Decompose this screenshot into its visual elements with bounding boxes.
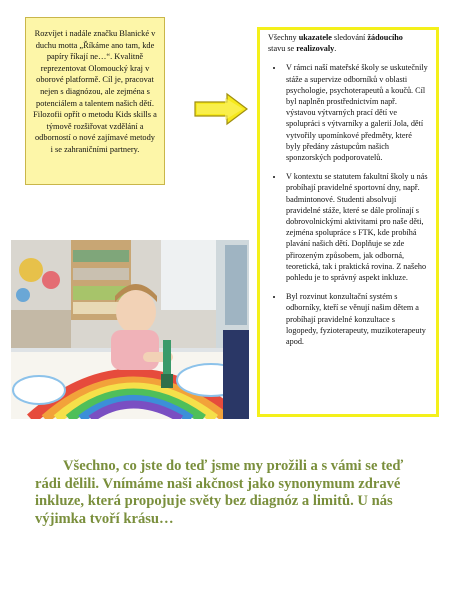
bullet-item: • V kontextu se statutem fakultní školy u nás probíhají pravidelné sportovní dny, např. badmintonové. Studenti absolvují pravidelné stáže, které se dále prolínají s dobrovolnickými aktivitami pro naše děti, zejména spolupráce s FTK, kde probíhá plavání našich dětí. Doplňuje se zde přirozeným způsobem, jak odborná, teoretická, tak i praktická rovina. Z našeho pohledu je to správný aspekt inkluze. bbox=[284, 171, 428, 283]
closing-statement bbox=[35, 458, 430, 528]
intro-line2-prefix: stavu se bbox=[268, 44, 297, 54]
closing-rest: rádi dělili. Vnímáme naši akčnost jako synonymum zdravé inkluze, která propojuje světy bez diagnóz a limitů. U nás výjimka tvoří krásu… bbox=[35, 475, 401, 527]
results-info-box bbox=[257, 27, 439, 417]
bullet-item: • V rámci naší mateřské školy se uskutečnily stáže a supervize odborníků v oblasti psychologie, psychoterapeutů a koučů. Cíl byl naplněn prostřednictvím např. výstavou výtvarných prací dětí ve spolupráci s výtvarníky a galerií Jola, dětí vytvořily upomínkové předměty, které byly předány zástupcům našich sponzorských podporovatelů. bbox=[284, 62, 428, 163]
intro-bold-indicators: ukazatele bbox=[298, 33, 332, 42]
right-arrow-icon bbox=[193, 92, 249, 126]
intro-bold-realized: realizovaly bbox=[296, 44, 335, 54]
intro-mid: sledování bbox=[331, 33, 368, 42]
goal-note-box bbox=[25, 17, 165, 185]
bullet-item: • Byl rozvinut konzultační systém s odborníky, kteří se věnují našim dětem a probíhají pravidelné konzultace s logopedy, fyzioterapeuty, muzikoterapeuty apod. bbox=[284, 291, 428, 347]
intro-end: . bbox=[334, 44, 337, 54]
child-painting-photo bbox=[11, 240, 249, 419]
goal-note-text: Rozvíjet i nadále značku Blanické v duchu motta „Říkáme ano tam, kde papíry říkají ne…“. Kvalitně reprezentovat Olomoucký kraj v oborové platformě. Cíl je, pracovat nejen s diagnózou, ale zejména s potenciálem a talentem našich dětí. Filozofii opřít o metodu Kids skills a týmově rozšiřovat vzdělání a odborností o nové zajímavé metody i se zahraničními partnery. bbox=[33, 29, 157, 154]
results-bullet-list bbox=[268, 62, 428, 347]
results-intro bbox=[268, 32, 428, 54]
closing-line-1: Všechno, co jste do teď jsme my prožili a s vámi se teď bbox=[63, 458, 404, 474]
intro-prefix: Všechny bbox=[268, 33, 299, 42]
intro-bold-desired: žádoucího bbox=[367, 33, 403, 42]
